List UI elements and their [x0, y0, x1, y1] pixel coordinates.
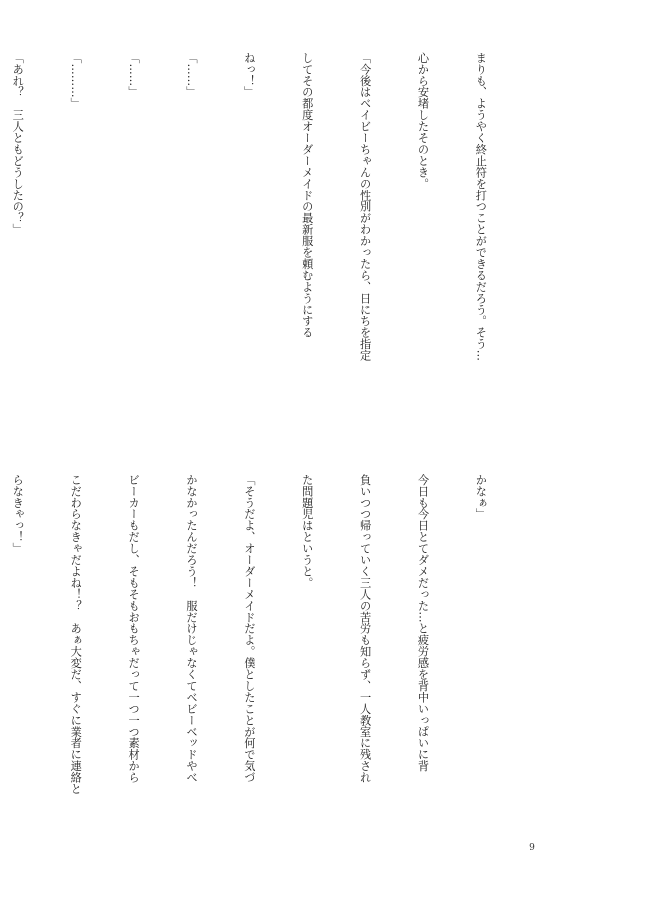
- text-line: こだわらなきゃだよね！？ あぁ大変だ、すぐに業者に連絡と: [69, 474, 83, 795]
- text-line: 「……」: [184, 52, 198, 98]
- text-line: ビーカーもだし、そもそもおもちゃだって一つ一つ素材から: [127, 474, 141, 784]
- text-line: かなかったんだろう！ 服だけじゃなくてベビーベッドやべ: [184, 474, 198, 784]
- text-line: かなぁ」: [474, 474, 488, 520]
- text-line: 今日も今日とてダメだった…と疲労感を背中いっぱいに背: [416, 474, 430, 772]
- text-line: た問題児はというと。: [300, 474, 314, 589]
- text-line: してその都度オーダーメイドの最新服を頼むようにする: [300, 52, 314, 339]
- text-line: 心から安堵したそのとき。: [416, 52, 430, 190]
- text-line: らなきゃっ！」: [11, 474, 25, 555]
- text-line: 「今後はベイビーちゃんの性別がわかったら、日にちを指定: [358, 52, 372, 362]
- text-line: 「………」: [69, 52, 83, 110]
- text-line: まりも、ようやく終止符を打つことができるだろう。そう…: [474, 52, 488, 362]
- text-line: 「そうだよ、オーダーメイドだよ。僕としたことが何で気づ: [242, 474, 256, 784]
- text-line: 負いつつ帰っていく三人の苦労も知らず、一人教室に残され: [358, 474, 372, 784]
- text-line: 「あれ？ 三人ともどうしたの？」: [11, 52, 25, 236]
- page-number: 9: [529, 843, 535, 853]
- lower-text-block: [0, 474, 529, 854]
- upper-text-block: [0, 52, 529, 438]
- text-line: ねっ！」: [242, 52, 256, 98]
- text-line: 「……」: [127, 52, 141, 98]
